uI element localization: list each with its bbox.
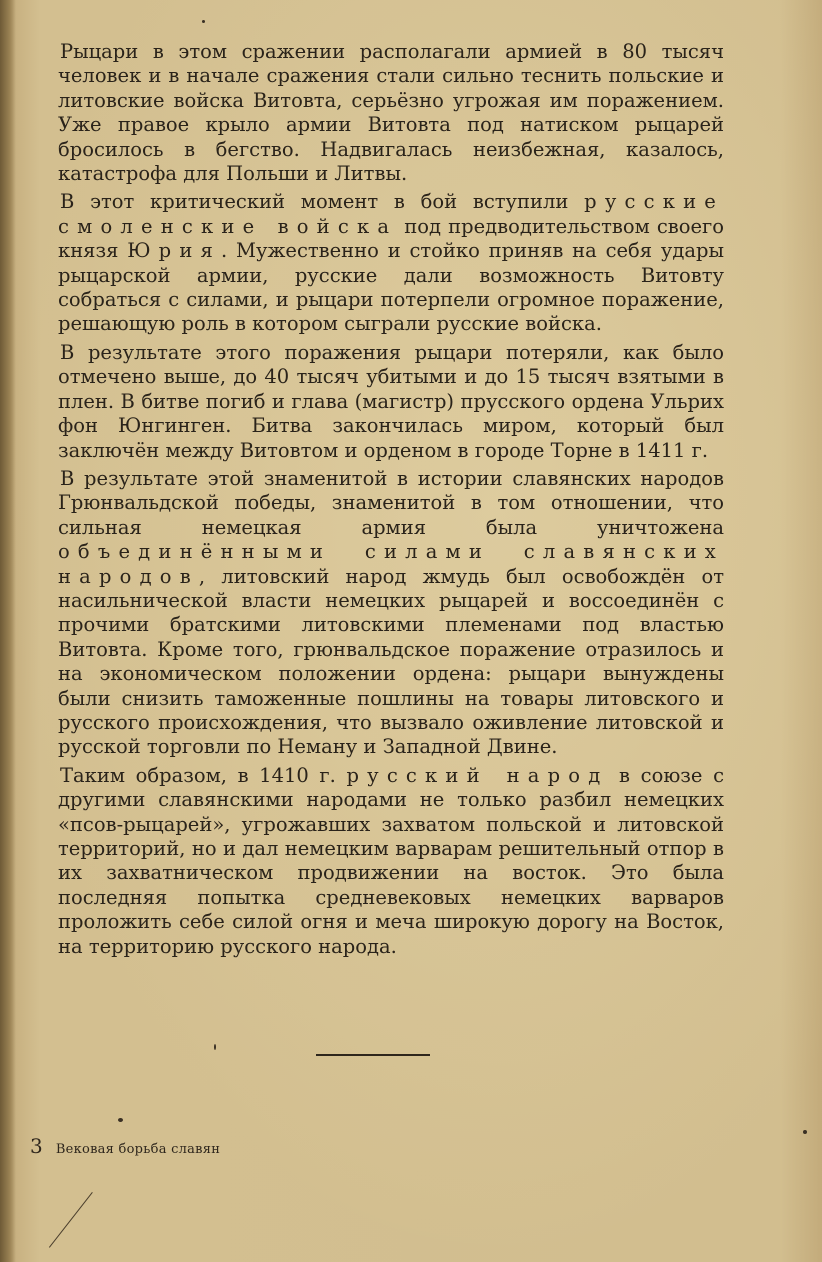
signature-title: Вековая борьба славян <box>55 1142 221 1157</box>
paper-speck <box>803 1130 807 1134</box>
pencil-mark <box>49 1192 93 1248</box>
paragraph-text: . Мужественно и стойко приняв на себя удары рыцарской армии, русские дали возможность Витовту собраться с силами, и рыцари потерпели огромное поражение, решающую роль в котором сыграли русские войска. <box>58 239 724 336</box>
paragraph-text: Таким образом, в 1410 г. <box>60 763 347 787</box>
paragraph-3 <box>58 341 724 463</box>
paragraph-text: в союзе с другими славянскими народами не только разбил немецких «псов-рыцарей», угрожавших захватом польской и литовской территорий, но и дал немецким варварам решительный отпор в их захватническом продвижении на восток. Это была последняя попытка средневековых немецких варваров проложить себе силой огня и меча широкую дорогу на Восток, на территорию русского народа. <box>58 763 725 958</box>
emphasized-text: русский народ <box>346 763 609 787</box>
paragraph-text: под предводительством своего князя <box>58 214 724 263</box>
emphasized-text: объединёнными силами славянских народов <box>58 540 724 588</box>
paragraph-1 <box>58 40 724 186</box>
paragraph-text: Рыцари в этом сражении располагали армией в 80 тысяч человек и в начале сражения стали сильно теснить польские и литовские войска Витовта, серьёзно угрожая им поражением. Уже правое крыло армии Витовта под натиском рыцарей бросилось в бегство. Надвигалась неизбежная, казалось, катастрофа для Польши и Литвы. <box>58 40 724 186</box>
paragraph-text: , литовский народ жмудь был освобождён от насильнической власти немецких рыцарей и воссоединён с прочими братскими литовскими племенами под властью Витовта. Кроме того, грюнвальдское поражение отразилось и на экономическом положении ордена: рыцари вынуждены были снизить таможенные пошлины на товары литовского и русского происхождения, что вызвало оживление литовской и русской торговли по Неману и Западной Двине. <box>58 564 724 759</box>
paragraph-5 <box>58 764 724 959</box>
emphasized-text: русские смоленские войска <box>58 190 724 238</box>
paper-speck <box>214 1044 216 1050</box>
paragraph-text: В результате этого поражения рыцари потеряли, как было отмечено выше, до 40 тысяч убитыми и до 15 тысяч взятыми в плен. В битве погиб и глава (магистр) прусского ордена Ульрих фон Юнгинген. Битва закончилась миром, который был заключён между Витовтом и орденом в городе Торне в 1411 г. <box>58 340 724 462</box>
paragraph-2 <box>58 190 724 336</box>
paragraph-4 <box>58 467 724 760</box>
paper-speck <box>118 1118 123 1122</box>
printers-signature <box>30 1134 220 1158</box>
book-spine-shadow <box>0 0 16 1262</box>
section-divider <box>316 1054 430 1056</box>
paragraph-text: В этот критический момент в бой вступили <box>60 190 585 214</box>
paper-speck <box>202 20 205 23</box>
paragraph-text: В результате этой знаменитой в истории славянских народов Грюнвальдской победы, знаменитой в том отношении, что сильная немецкая армия была уничтожена <box>58 466 724 539</box>
body-text <box>58 40 724 963</box>
signature-number: 3 <box>30 1134 43 1158</box>
emphasized-text: Юрия <box>127 239 222 263</box>
